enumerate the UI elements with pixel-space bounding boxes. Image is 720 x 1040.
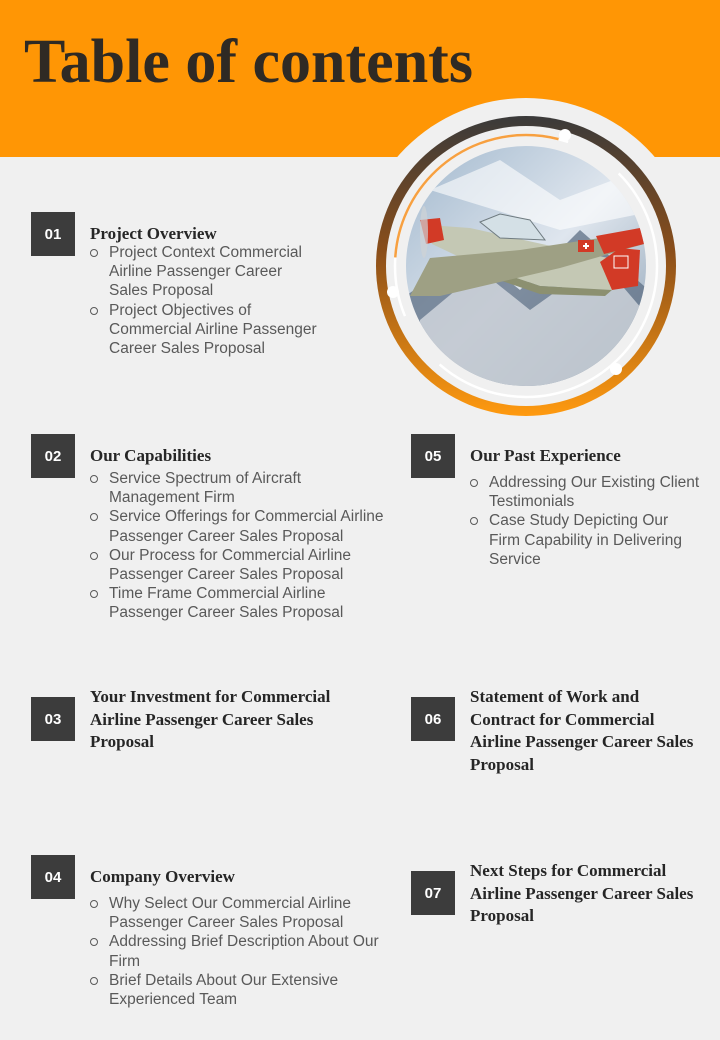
bullet-circle-icon [470,517,478,525]
bullet-circle-icon [90,513,98,521]
bullet-item [470,473,702,511]
section-bullet-list [470,473,702,569]
bullet-text: Brief Details About Our Extensive Experienced Team [109,971,339,1009]
bullet-circle-icon [90,977,98,985]
bullet-circle-icon [90,900,98,908]
bullet-text: Case Study Depicting Our Firm Capability in Delivering Service [489,512,682,568]
bullet-item [90,243,320,301]
section-number-badge: 03 [31,697,75,741]
bullet-item [90,584,395,622]
section-title: Project Overview [90,224,217,243]
bullet-text: Addressing Brief Description About Our Firm [109,933,379,970]
airplane-photo [0,0,720,440]
section-number-badge: 07 [411,871,455,915]
bullet-text: Time Frame Commercial Airline Passenger Career Sales Proposal [109,585,344,622]
section-title: Our Past Experience [470,446,621,465]
bullet-circle-icon [90,552,98,560]
section-bullet-list [90,469,395,623]
bullet-text: Service Spectrum of Aircraft Management Firm [109,470,302,507]
bullet-text: Project Objectives of Commercial Airline Passenger Career Sales Proposal [109,301,317,358]
section-title: Your Investment for Commercial Airline Passenger Career Sales Proposal [90,687,331,751]
bullet-item [90,546,395,584]
bullet-item [470,511,702,569]
bullet-item [90,507,395,545]
section-number-badge: 05 [411,434,455,478]
page-title: Table of contents [24,28,473,96]
bullet-text: Service Offerings for Commercial Airline Passenger Career Sales Proposal [109,508,384,545]
section-bullet-list [90,894,390,1009]
bullet-text: Addressing Our Existing Client Testimonials [489,474,700,511]
bullet-circle-icon [90,475,98,483]
bullet-circle-icon [470,479,478,487]
bullet-circle-icon [90,249,98,257]
bullet-item [90,932,390,970]
section-title: Our Capabilities [90,446,212,465]
bullet-item [90,894,390,932]
section-number-badge: 02 [31,434,75,478]
bullet-text: Our Process for Commercial Airline Passenger Career Sales Proposal [109,546,352,584]
section-number-badge: 01 [31,212,75,256]
bullet-text: Project Context Commercial Airline Passenger Career Sales Proposal [109,244,302,300]
bullet-item [90,301,320,359]
bullet-circle-icon [90,938,98,946]
section-bullet-list [90,243,320,358]
bullet-item [90,469,395,507]
section-number-badge: 06 [411,697,455,741]
section-number-badge: 04 [31,855,75,899]
section-title: Statement of Work and Contract for Commercial Airline Passenger Career Sales Proposal [470,687,694,774]
bullet-circle-icon [90,307,98,315]
bullet-circle-icon [90,590,98,598]
bullet-item [90,971,390,1009]
section-title: Company Overview [90,867,235,886]
section-title: Next Steps for Commercial Airline Passenger Career Sales Proposal [470,861,694,925]
bullet-text: Why Select Our Commercial Airline Passenger Career Sales Proposal [109,895,352,932]
